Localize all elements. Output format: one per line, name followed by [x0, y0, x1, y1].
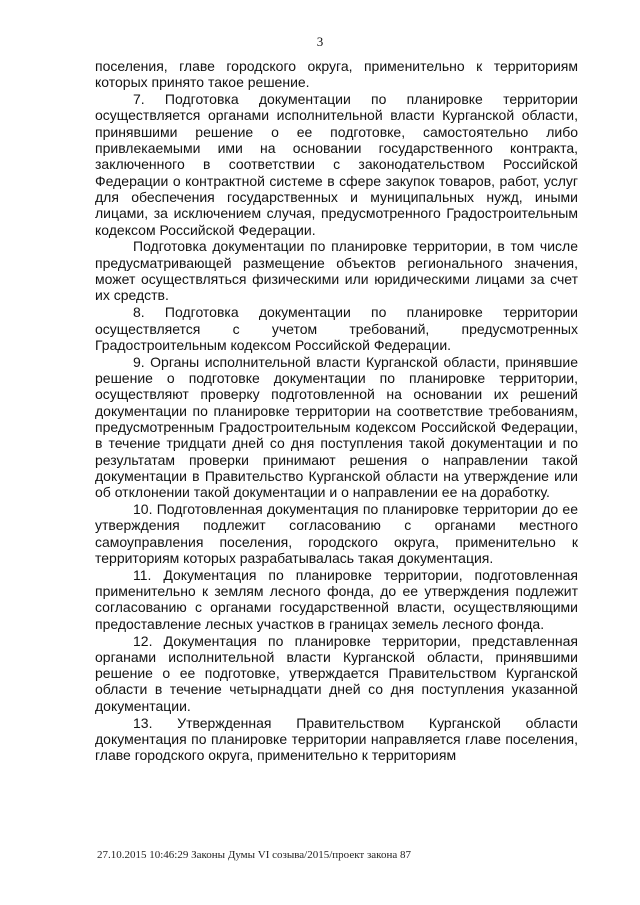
document-body — [95, 58, 578, 764]
paragraph-item-7-addendum: Подготовка документации по планировке территории, в том числе предусматривающей размещение объектов регионального значения, может осуществляться физическими или юридическими лицами за счет их средств. — [95, 238, 578, 304]
paragraph-item-9: 9. Органы исполнительной власти Курганской области, принявшие решение о подготовке документации по планировке территории, осуществляют проверку подготовленной на основании их решений документации по планировке территории на соответствие требованиям, предусмотренным Градостроительным кодексом Российской Федерации, в течение тридцати дней со дня поступления такой документации и по результатам проверки принимают решения о направлении такой документации в Правительство Курганской области на утверждение или об отклонении такой документации и о направлении ее на доработку. — [95, 353, 578, 501]
paragraph-item-7: 7. Подготовка документации по планировке территории осуществляется органами исполнительной власти Курганской области, принявшими решение о ее подготовке, самостоятельно либо привлекаемыми ими на основании государственного контракта, заключенного в соответствии с законодательством Российской Федерации о контрактной системе в сфере закупок товаров, работ, услуг для обеспечения государственных и муниципальных нужд, иными лицами, за исключением случая, предусмотренного Градостроительным кодексом Российской Федерации. — [95, 91, 578, 238]
page-number: 3 — [316, 34, 324, 49]
paragraph-continuation: поселения, главе городского округа, применительно к территориям которых принято такое решение. — [95, 58, 578, 91]
paragraph-item-11: 11. Документация по планировке территории, подготовленная применительно к землям лесного фонда, до ее утверждения подлежит согласованию с органами государственной власти, осуществляющими предоставление лесных участков в границах земель лесного фонда. — [95, 566, 578, 632]
paragraph-item-13: 13. Утвержденная Правительством Курганской области документация по планировке территории направляется главе поселения, главе городского округа, применительно к территориям — [95, 714, 578, 764]
paragraph-item-8: 8. Подготовка документации по планировке территории осуществляется с учетом требований, предусмотренных Градостроительным кодексом Российской Федерации. — [95, 304, 578, 353]
paragraph-item-12: 12. Документация по планировке территории, представленная органами исполнительной власти Курганской области, принявшими решение о ее подготовке, утверждается Правительством Курганской области в течение четырнадцати дней со дня поступления указанной документации. — [95, 632, 578, 714]
paragraph-item-10: 10. Подготовленная документация по планировке территории до ее утверждения подлежит согласованию с органами местного самоуправления поселения, городского округа, применительно к территориям которых разрабатывалась такая документация. — [95, 500, 578, 566]
document-footer: 27.10.2015 10:46:29 Законы Думы VI созыва/2015/проект закона 87 — [97, 849, 411, 861]
